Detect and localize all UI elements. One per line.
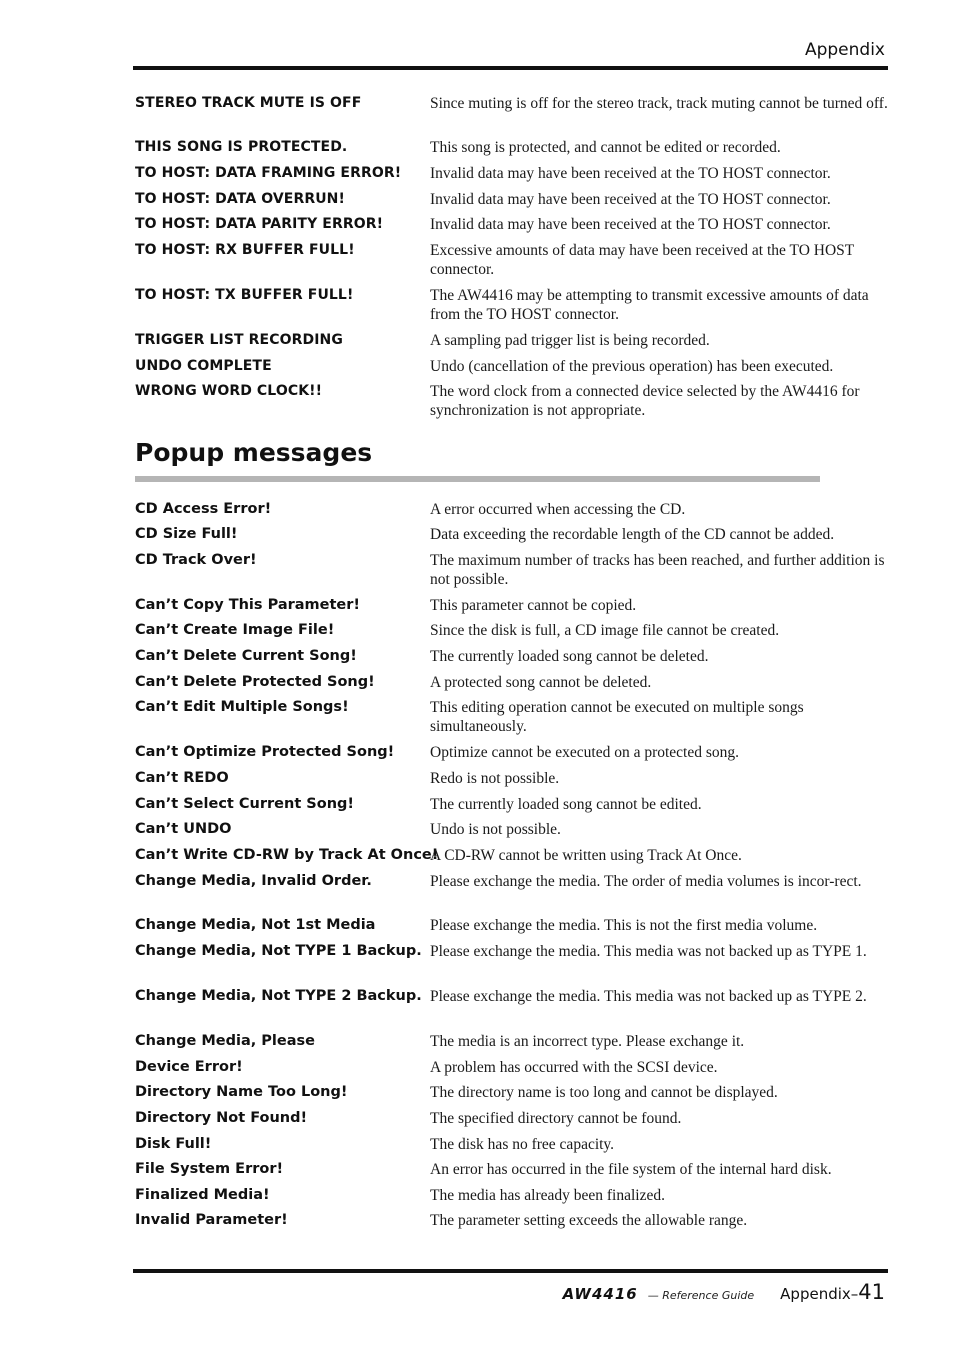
message-description: Optimize cannot be executed on a protected song. [430, 744, 740, 761]
message-description: A problem has occurred with the SCSI device. [430, 1059, 718, 1076]
message-description: Please exchange the media. This is not the first media volume. [430, 917, 818, 934]
message-description: Redo is not possible. [430, 770, 560, 787]
message-description: A CD-RW cannot be written using Track At Once. [430, 847, 742, 864]
message-term: CD Size Full! [135, 526, 238, 542]
message-term: Can’t Edit Multiple Songs! [135, 699, 349, 715]
page-label: Appendix– [780, 1285, 859, 1303]
product-logo: AW4416 [562, 1285, 638, 1303]
message-term: UNDO COMPLETE [135, 358, 272, 374]
message-description: The media has already been finalized. [430, 1187, 665, 1204]
message-term: THIS SONG IS PROTECTED. [135, 139, 348, 155]
section-rule [135, 476, 820, 482]
message-description: Undo is not possible. [430, 821, 561, 838]
message-term: CD Track Over! [135, 552, 257, 568]
message-description: The directory name is too long and cannot be displayed. [430, 1084, 778, 1101]
message-term: TRIGGER LIST RECORDING [135, 332, 343, 348]
message-term: TO HOST: DATA FRAMING ERROR! [135, 165, 402, 181]
message-term: Finalized Media! [135, 1187, 270, 1203]
message-term: Can’t Create Image File! [135, 622, 335, 638]
message-description: Please exchange the media. This media was not backed up as TYPE 2. [430, 988, 867, 1005]
message-term: Change Media, Please [135, 1033, 315, 1049]
message-description: Data exceeding the recordable length of the CD cannot be added. [430, 526, 835, 543]
message-term: Can’t Delete Current Song! [135, 648, 357, 664]
message-term: WRONG WORD CLOCK!! [135, 383, 323, 399]
message-description: The disk has no free capacity. [430, 1136, 615, 1153]
message-term: Change Media, Not TYPE 2 Backup. [135, 988, 422, 1004]
page-number: 41 [858, 1280, 885, 1304]
running-header: Appendix [804, 40, 885, 60]
message-term: Change Media, Not 1st Media [135, 917, 376, 933]
message-description: A error occurred when accessing the CD. [430, 501, 686, 518]
message-description: The AW4416 may be attempting to transmit excessive amounts of data from the TO HOST connector. [430, 287, 869, 323]
message-term: CD Access Error! [135, 501, 272, 517]
message-description: The specified directory cannot be found. [430, 1110, 682, 1127]
message-description: The parameter setting exceeds the allowable range. [430, 1212, 748, 1229]
message-description: This parameter cannot be copied. [430, 597, 637, 614]
message-description: Excessive amounts of data may have been received at the TO HOST connector. [430, 242, 854, 278]
message-term: Disk Full! [135, 1136, 212, 1152]
message-description: Invalid data may have been received at the TO HOST connector. [430, 216, 831, 233]
footer-rule [133, 1269, 888, 1273]
message-description: Since the disk is full, a CD image file cannot be created. [430, 622, 780, 639]
message-term: Change Media, Invalid Order. [135, 873, 372, 889]
message-description: A protected song cannot be deleted. [430, 674, 652, 691]
message-description: The currently loaded song cannot be deleted. [430, 648, 709, 665]
section-title: Popup messages [135, 438, 373, 467]
message-term: TO HOST: DATA OVERRUN! [135, 191, 345, 207]
message-description: Invalid data may have been received at the TO HOST connector. [430, 165, 831, 182]
message-description: Undo (cancellation of the previous operation) has been executed. [430, 358, 834, 375]
message-description: This song is protected, and cannot be edited or recorded. [430, 139, 781, 156]
message-term: Directory Name Too Long! [135, 1084, 348, 1100]
message-term: Change Media, Not TYPE 1 Backup. [135, 943, 422, 959]
message-term: Can’t Write CD-RW by Track At Once! [135, 847, 439, 863]
message-term: Device Error! [135, 1059, 243, 1075]
message-description: The maximum number of tracks has been reached, and further addition is not possible. [430, 552, 885, 588]
message-description: Please exchange the media. This media was not backed up as TYPE 1. [430, 943, 867, 960]
message-term: Can’t Copy This Parameter! [135, 597, 361, 613]
guide-title: — Reference Guide [647, 1289, 755, 1302]
message-description: Invalid data may have been received at the TO HOST connector. [430, 191, 831, 208]
message-term: TO HOST: TX BUFFER FULL! [135, 287, 354, 303]
message-term: TO HOST: RX BUFFER FULL! [135, 242, 355, 258]
message-term: Can’t REDO [135, 770, 229, 786]
message-term: Can’t Delete Protected Song! [135, 674, 375, 690]
message-description: The word clock from a connected device selected by the AW4416 for synchronization is not appropriate. [430, 383, 860, 419]
message-description: An error has occurred in the file system of the internal hard disk. [430, 1161, 832, 1178]
message-description: This editing operation cannot be executed on multiple songs simultaneously. [430, 699, 804, 735]
message-description: The media is an incorrect type. Please exchange it. [430, 1033, 745, 1050]
message-term: Invalid Parameter! [135, 1212, 288, 1228]
message-description: Please exchange the media. The order of media volumes is incor-rect. [430, 873, 862, 890]
message-term: STEREO TRACK MUTE IS OFF [135, 95, 362, 111]
message-term: Directory Not Found! [135, 1110, 308, 1126]
message-description: A sampling pad trigger list is being recorded. [430, 332, 710, 349]
page-footer [563, 1280, 885, 1308]
header-rule [133, 66, 888, 70]
message-description: The currently loaded song cannot be edited. [430, 796, 702, 813]
message-description: Since muting is off for the stereo track, track muting cannot be turned off. [430, 95, 888, 112]
message-term: Can’t Optimize Protected Song! [135, 744, 395, 760]
message-term: Can’t UNDO [135, 821, 232, 837]
message-term: Can’t Select Current Song! [135, 796, 355, 812]
message-term: TO HOST: DATA PARITY ERROR! [135, 216, 384, 232]
message-term: File System Error! [135, 1161, 284, 1177]
